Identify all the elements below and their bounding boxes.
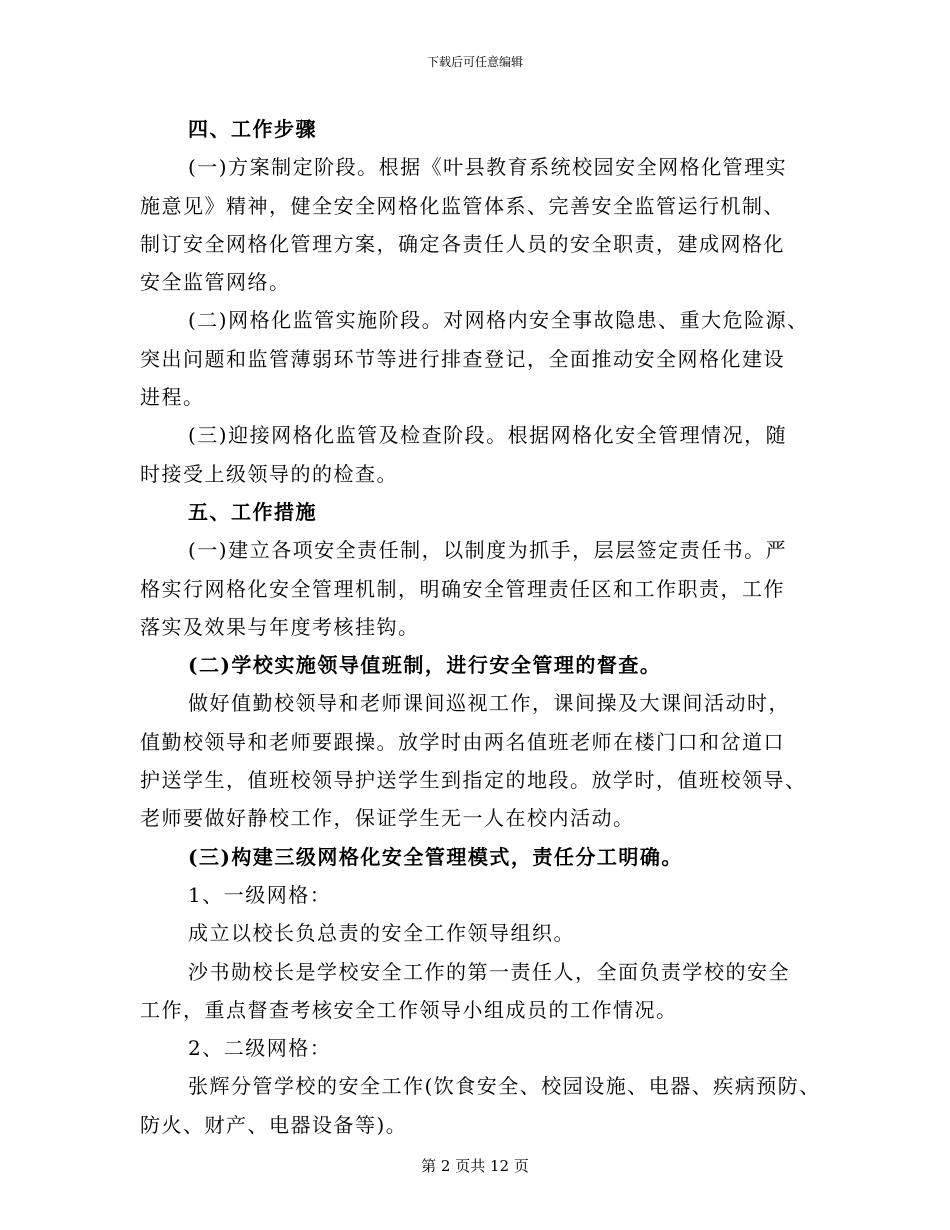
list-item-level-one: 1、一级网格： bbox=[188, 882, 332, 907]
paragraph-line: 成立以校长负总责的安全工作领导组织。 bbox=[188, 921, 575, 946]
list-item-level-two: 2、二级网格： bbox=[188, 1036, 332, 1061]
paragraph-line: (一)方案制定阶段。根据《叶县教育系统校园安全网格化管理实 bbox=[188, 155, 788, 180]
section-heading-work-measures: 五、工作措施 bbox=[188, 499, 317, 524]
section-heading-work-steps: 四、工作步骤 bbox=[188, 117, 317, 141]
paragraph-line: 制订安全网格化管理方案，确定各责任人员的安全职责，建成网格化 bbox=[140, 231, 785, 256]
page-header: 下载后可任意编辑 bbox=[426, 55, 523, 69]
paragraph-line: 安全监管网络。 bbox=[140, 270, 291, 295]
paragraph-line: 做好值勤校领导和老师课间巡视工作，课间操及大课间活动时， bbox=[188, 691, 790, 716]
paragraph-line: 施意见》精神，健全安全网格化监管体系、完善安全监管运行机制、 bbox=[140, 193, 785, 218]
document-body bbox=[140, 110, 820, 1144]
paragraph-line: (二)网格化监管实施阶段。对网格内安全事故隐患、重大危险源、 bbox=[188, 308, 809, 333]
paragraph-line: 老师要做好静校工作，保证学生无一人在校内活动。 bbox=[140, 806, 635, 831]
paragraph-line: 护送学生，值班校领导护送学生到指定的地段。放学时，值班校领导、 bbox=[140, 768, 807, 793]
paragraph-line: 值勤校领导和老师要跟操。放学时由两名值班老师在楼门口和岔道口 bbox=[140, 729, 785, 754]
paragraph-line: 张辉分管学校的安全工作(饮食安全、校园设施、电器、疾病预防、 bbox=[188, 1074, 821, 1099]
subheading-three-level-grid: (三)构建三级网格化安全管理模式，责任分工明确。 bbox=[188, 844, 683, 869]
paragraph-line: 防火、财产、电器设备等)。 bbox=[140, 1112, 408, 1137]
paragraph-line: 落实及效果与年度考核挂钩。 bbox=[140, 614, 420, 639]
paragraph-line: (一)建立各项安全责任制，以制度为抓手，层层签定责任书。严 bbox=[188, 538, 788, 563]
paragraph-line: 进程。 bbox=[140, 385, 205, 410]
paragraph-line: 沙书勋校长是学校安全工作的第一责任人，全面负责学校的安全 bbox=[188, 959, 790, 984]
page-footer: 第 2 页共 12 页 bbox=[421, 1157, 529, 1175]
paragraph-line: 时接受上级领导的的检查。 bbox=[140, 461, 398, 486]
paragraph-line: (三)迎接网格化监管及检查阶段。根据网格化安全管理情况，随 bbox=[188, 423, 788, 448]
paragraph-line: 突出问题和监管薄弱环节等进行排查登记，全面推动安全网格化建设 bbox=[140, 346, 785, 371]
paragraph-line: 工作，重点督查考核安全工作领导小组成员的工作情况。 bbox=[140, 997, 678, 1022]
paragraph-line: 格实行网格化安全管理机制，明确安全管理责任区和工作职责，工作 bbox=[140, 576, 785, 601]
subheading-duty-system: (二)学校实施领导值班制，进行安全管理的督查。 bbox=[188, 653, 662, 678]
